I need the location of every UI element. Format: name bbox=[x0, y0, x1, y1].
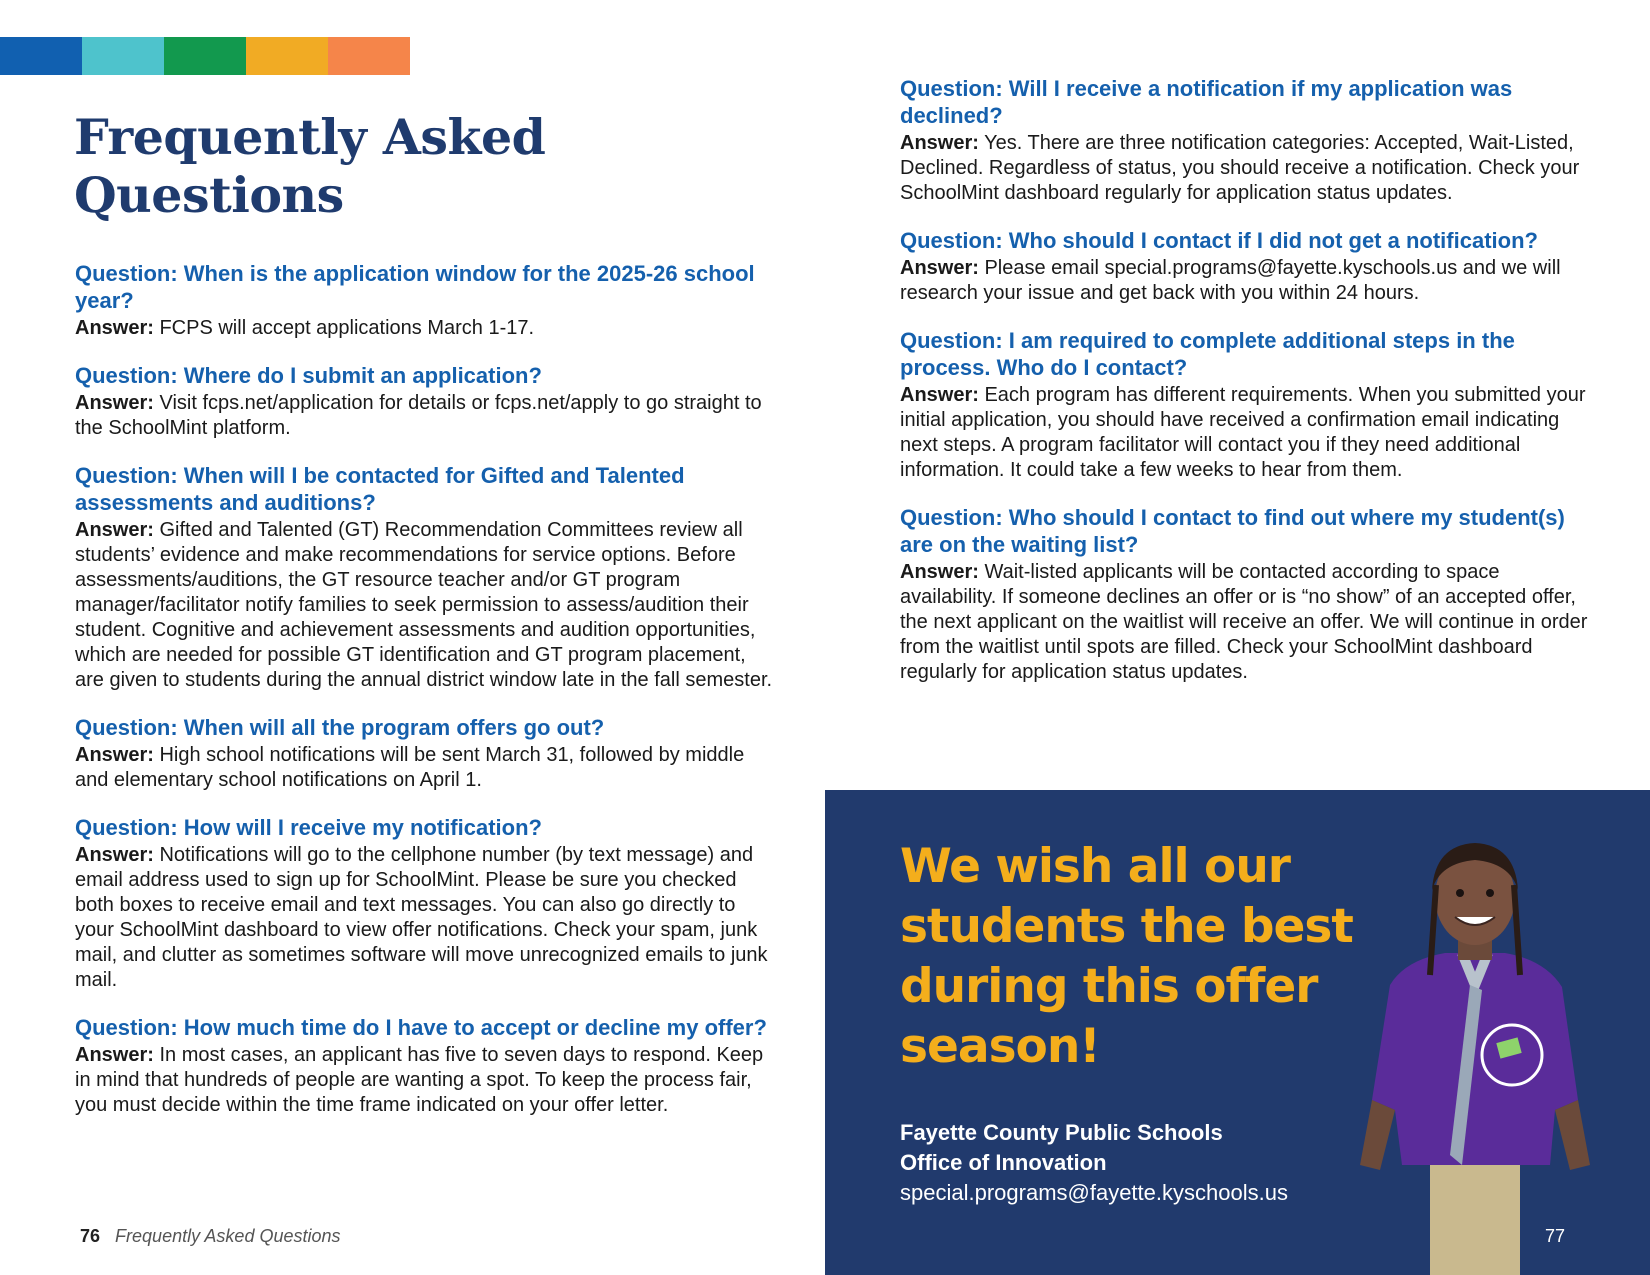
color-bar-orange bbox=[328, 37, 410, 75]
answer-label: Answer: bbox=[900, 257, 979, 279]
answer-text: Please email special.programs@fayette.kyschools.us and we will research your issue and get back with you within 24 hours. bbox=[900, 257, 1561, 304]
org-name: Fayette County Public Schools bbox=[900, 1120, 1223, 1145]
promo-contact bbox=[900, 1118, 1288, 1208]
faq-answer bbox=[900, 256, 1590, 306]
faq-item bbox=[75, 260, 775, 341]
faq-answer bbox=[75, 316, 775, 341]
answer-label: Answer: bbox=[75, 844, 154, 866]
answer-text: High school notifications will be sent March 31, followed by middle and elementary school notifications on April 1. bbox=[75, 744, 745, 791]
answer-text: Each program has different requirements. When you submitted your initial application, you should have received a confirmation email indicating next steps. A program facilitator will contact you if they need additional information. It could take a few weeks to hear from them. bbox=[900, 384, 1586, 481]
faq-item bbox=[75, 714, 775, 793]
faq-item bbox=[75, 362, 775, 441]
faq-answer bbox=[900, 131, 1590, 206]
faq-item bbox=[75, 462, 775, 693]
promo-heading: We wish all our students the best during this offer season! bbox=[900, 839, 1353, 1074]
answer-text: Yes. There are three notification categories: Accepted, Wait-Listed, Declined. Regardless of status, you should receive a notification. Check your SchoolMint dashboard regularly for application status updates. bbox=[900, 132, 1580, 204]
student-arm-right bbox=[1555, 1100, 1590, 1170]
answer-label: Answer: bbox=[900, 561, 979, 583]
faq-answer bbox=[900, 560, 1590, 685]
promo-panel bbox=[825, 790, 1650, 1275]
faq-question: Question: How much time do I have to accept or decline my offer? bbox=[75, 1015, 767, 1040]
faq-question: Question: When will I be contacted for Gifted and Talented assessments and auditions? bbox=[75, 463, 685, 515]
brand-color-bar bbox=[0, 37, 410, 75]
answer-text: In most cases, an applicant has five to seven days to respond. Keep in mind that hundreds of people are wanting a spot. To keep the process fair, you must decide within the time frame indicated on your offer letter. bbox=[75, 1044, 764, 1116]
faq-question: Question: How will I receive my notification? bbox=[75, 815, 542, 840]
footer-section-title: Frequently Asked Questions bbox=[115, 1226, 341, 1246]
faq-item bbox=[900, 327, 1590, 483]
answer-text: Wait-listed applicants will be contacted according to space availability. If someone declines an offer or is “no show” of an accepted offer, the next applicant on the waitlist will receive an offer. We will continue in order from the waitlist until spots are filled. Check your SchoolMint dashboard regularly for application status updates. bbox=[900, 561, 1588, 683]
faq-item bbox=[900, 75, 1590, 206]
faq-question: Question: Who should I contact to find out where my student(s) are on the waiting list? bbox=[900, 505, 1565, 557]
student-arm-left bbox=[1360, 1100, 1395, 1170]
faq-item bbox=[900, 504, 1590, 685]
page-title: Frequently Asked Questions bbox=[74, 108, 546, 224]
student-pants bbox=[1430, 1155, 1520, 1275]
faq-question: Question: Who should I contact if I did not get a notification? bbox=[900, 228, 1538, 253]
student-photo bbox=[1350, 835, 1600, 1275]
faq-answer bbox=[75, 843, 775, 993]
office-name: Office of Innovation bbox=[900, 1150, 1107, 1175]
faq-question: Question: I am required to complete additional steps in the process. Who do I contact? bbox=[900, 328, 1515, 380]
contact-email: special.programs@fayette.kyschools.us bbox=[900, 1180, 1288, 1205]
page-number-right: 77 bbox=[1545, 1226, 1566, 1246]
faq-item bbox=[900, 227, 1590, 306]
faq-question: Question: Will I receive a notification if my application was declined? bbox=[900, 76, 1513, 128]
faq-column-right bbox=[900, 75, 1590, 706]
student-eye-left bbox=[1456, 889, 1464, 897]
color-bar-teal bbox=[82, 37, 164, 75]
answer-label: Answer: bbox=[900, 132, 979, 154]
page-footer-left bbox=[80, 1226, 341, 1247]
faq-item bbox=[75, 1014, 775, 1118]
answer-text: Notifications will go to the cellphone number (by text message) and email address used to sign up for SchoolMint. Please be sure you checked both boxes to receive email and text messages. You can also go directly to your SchoolMint dashboard to view offer notifications. Check your spam, junk mail, and clutter as sometimes software will move unrecognized emails to junk mail. bbox=[75, 844, 768, 991]
color-bar-yellow bbox=[246, 37, 328, 75]
answer-label: Answer: bbox=[75, 744, 154, 766]
faq-question: Question: Where do I submit an application? bbox=[75, 363, 542, 388]
faq-question: Question: When will all the program offers go out? bbox=[75, 715, 605, 740]
color-bar-green bbox=[164, 37, 246, 75]
faq-answer bbox=[75, 518, 775, 693]
faq-item bbox=[75, 814, 775, 993]
answer-label: Answer: bbox=[75, 1044, 154, 1066]
answer-label: Answer: bbox=[75, 317, 154, 339]
faq-answer bbox=[900, 383, 1590, 483]
answer-label: Answer: bbox=[900, 384, 979, 406]
page-number-left: 76 bbox=[80, 1226, 101, 1246]
faq-answer bbox=[75, 743, 775, 793]
answer-label: Answer: bbox=[75, 519, 154, 541]
answer-text: FCPS will accept applications March 1-17. bbox=[159, 317, 535, 339]
answer-text: Gifted and Talented (GT) Recommendation Committees review all students’ evidence and make recommendations for service options. Before assessments/auditions, the GT resource teacher and/or GT program manager/facilitator notify families to seek permission to assess/audition their student. Cognitive and achievement assessments and audition opportunities, which are needed for possible GT identification and GT program placement, are given to students during the annual district window late in the fall semester. bbox=[75, 519, 773, 691]
color-bar-blue bbox=[0, 37, 82, 75]
answer-label: Answer: bbox=[75, 392, 154, 414]
faq-column-left bbox=[75, 260, 775, 1139]
faq-answer bbox=[75, 1043, 775, 1118]
student-eye-right bbox=[1486, 889, 1494, 897]
faq-question: Question: When is the application window for the 2025-26 school year? bbox=[75, 261, 755, 313]
answer-text: Visit fcps.net/application for details or fcps.net/apply to go straight to the SchoolMint platform. bbox=[75, 392, 762, 439]
faq-answer bbox=[75, 391, 775, 441]
